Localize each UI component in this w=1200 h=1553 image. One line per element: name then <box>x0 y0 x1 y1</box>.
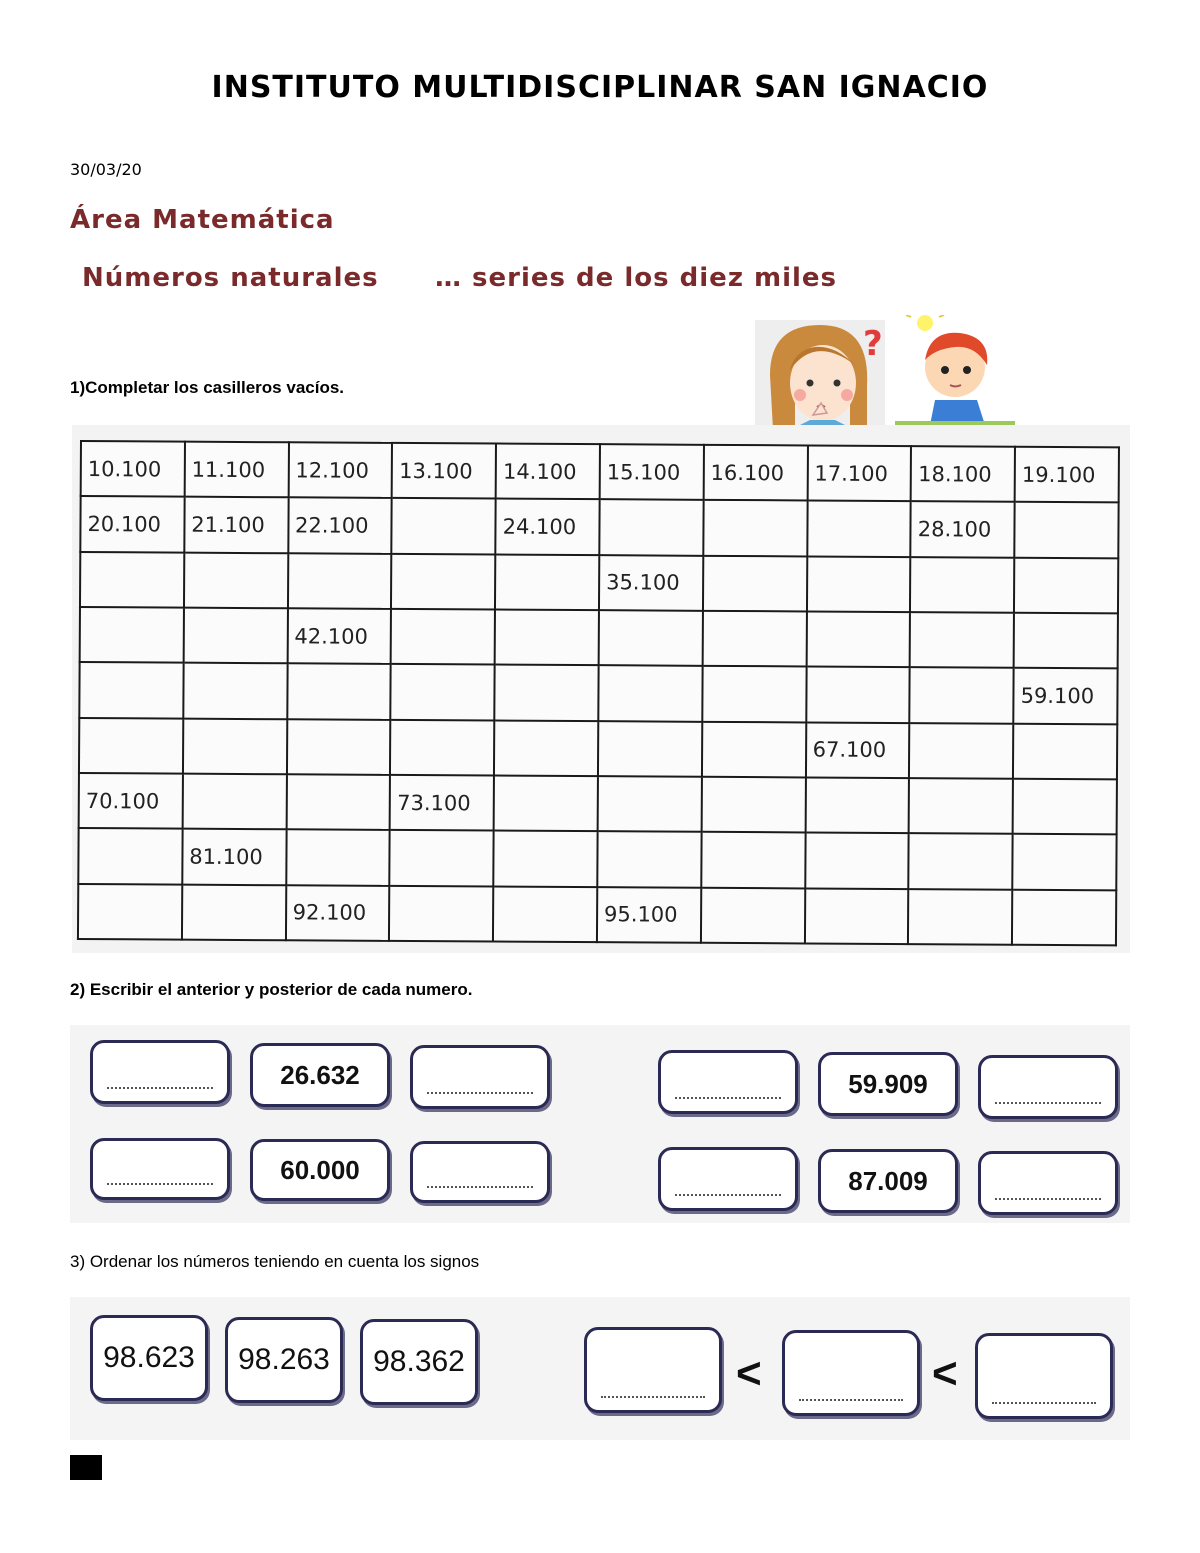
grid-cell-empty[interactable] <box>182 884 286 940</box>
grid-row <box>81 441 1119 503</box>
grid-cell-empty[interactable] <box>1014 613 1118 669</box>
grid-cell: 24.100 <box>495 499 599 555</box>
grid-cell: 95.100 <box>597 887 701 943</box>
grid-cell-empty[interactable] <box>597 831 701 887</box>
grid-cell-empty[interactable] <box>389 886 493 942</box>
grid-cell-empty[interactable] <box>909 723 1013 779</box>
thinking-kids-illustration <box>755 315 1015 435</box>
grid-cell-empty[interactable] <box>598 721 702 777</box>
grid-cell-empty[interactable] <box>909 833 1013 889</box>
grid-cell: 13.100 <box>392 443 496 499</box>
grid-cell: 15.100 <box>600 444 704 500</box>
grid-cell-empty[interactable] <box>806 611 910 667</box>
grid-cell-empty[interactable] <box>494 776 598 832</box>
grid-cell: 10.100 <box>81 441 185 497</box>
grid-cell-empty[interactable] <box>494 665 598 721</box>
number-box <box>225 1317 343 1403</box>
exercise-1-instruction: 1)Completar los casilleros vacíos. <box>70 378 345 397</box>
grid-cell-empty[interactable] <box>287 664 391 720</box>
previous-answer-box[interactable] <box>658 1050 798 1114</box>
number-box: 59.909 <box>818 1052 958 1116</box>
grid-cell-empty[interactable] <box>807 501 911 557</box>
grid-cell: 28.100 <box>911 501 1015 557</box>
grid-cell-empty[interactable] <box>599 610 703 666</box>
area-title: Área Matemática <box>70 205 335 235</box>
grid-cell-empty[interactable] <box>701 887 805 943</box>
grid-cell-empty[interactable] <box>78 884 182 940</box>
number-value: 98.362 <box>373 1345 465 1378</box>
number-value: 98.623 <box>103 1341 195 1374</box>
grid-cell-empty[interactable] <box>702 666 806 722</box>
grid-cell-empty[interactable] <box>1013 779 1117 835</box>
grid-cell: 35.100 <box>599 555 703 611</box>
number-box: 26.632 <box>250 1043 390 1107</box>
grid-cell-empty[interactable] <box>183 608 287 664</box>
grid-cell-empty[interactable] <box>908 889 1012 945</box>
next-answer-box[interactable] <box>410 1045 550 1109</box>
grid-cell-empty[interactable] <box>79 718 183 774</box>
grid-cell-empty[interactable] <box>1014 557 1118 613</box>
grid-cell-empty[interactable] <box>910 612 1014 668</box>
grid-cell: 18.100 <box>911 446 1015 502</box>
grid-cell-empty[interactable] <box>390 720 494 776</box>
next-answer-box[interactable] <box>978 1151 1118 1215</box>
order-answer-box[interactable] <box>782 1330 920 1416</box>
next-answer-box[interactable] <box>410 1141 550 1203</box>
less-than-sign: < <box>932 1349 958 1398</box>
exercise-3-instruction: 3) Ordenar los números teniendo en cuenta los signos <box>70 1252 480 1271</box>
previous-answer-box[interactable] <box>90 1040 230 1104</box>
number-box <box>90 1315 208 1401</box>
grid-cell-empty[interactable] <box>805 833 909 889</box>
grid-cell-empty[interactable] <box>80 552 184 608</box>
grid-row <box>79 718 1117 780</box>
grid-cell-empty[interactable] <box>805 777 909 833</box>
grid-cell: 81.100 <box>182 829 286 885</box>
grid-cell-empty[interactable] <box>598 776 702 832</box>
grid-cell-empty[interactable] <box>392 498 496 554</box>
grid-cell: 42.100 <box>287 608 391 664</box>
grid-cell-empty[interactable] <box>701 832 805 888</box>
grid-cell-empty[interactable] <box>183 718 287 774</box>
grid-cell-empty[interactable] <box>286 774 390 830</box>
grid-cell-empty[interactable] <box>703 500 807 556</box>
number-value: 98.263 <box>238 1343 330 1376</box>
number-box: 87.009 <box>818 1149 958 1213</box>
grid-cell-empty[interactable] <box>702 611 806 667</box>
grid-cell: 67.100 <box>806 722 910 778</box>
less-than-sign: < <box>736 1349 762 1398</box>
topic-title: Números naturales <box>82 263 379 293</box>
grid-cell-empty[interactable] <box>495 610 599 666</box>
next-answer-box[interactable] <box>978 1055 1118 1119</box>
black-square-mark <box>70 1455 102 1480</box>
grid-cell: 59.100 <box>1013 668 1117 724</box>
grid-row <box>80 607 1118 669</box>
grid-row <box>79 662 1117 724</box>
order-answer-box[interactable] <box>975 1333 1113 1419</box>
topic-subtitle: … series de los diez miles <box>435 263 838 293</box>
school-title: INSTITUTO MULTIDISCIPLINAR SAN IGNACIO <box>211 70 989 105</box>
grid-cell-empty[interactable] <box>391 609 495 665</box>
exercise-2-instruction: 2) Escribir el anterior y posterior de cada numero. <box>70 980 473 999</box>
number-box <box>360 1319 478 1405</box>
grid-cell-empty[interactable] <box>495 554 599 610</box>
grid-row <box>79 773 1117 835</box>
grid-cell-empty[interactable] <box>701 777 805 833</box>
grid-cell: 92.100 <box>286 885 390 941</box>
grid-cell: 73.100 <box>390 775 494 831</box>
grid-cell: 70.100 <box>79 773 183 829</box>
grid-cell-empty[interactable] <box>183 663 287 719</box>
grid-cell-empty[interactable] <box>1012 834 1116 890</box>
grid-cell-empty[interactable] <box>599 500 703 556</box>
grid-row <box>78 828 1116 890</box>
grid-cell-empty[interactable] <box>182 774 286 830</box>
question-mark-icon: ? <box>863 324 883 364</box>
grid-cell-empty[interactable] <box>287 719 391 775</box>
grid-cell-empty[interactable] <box>184 552 288 608</box>
grid-cell: 21.100 <box>184 497 288 553</box>
previous-answer-box[interactable] <box>90 1138 230 1200</box>
grid-cell: 14.100 <box>496 444 600 500</box>
number-box: 60.000 <box>250 1139 390 1201</box>
grid-cell-empty[interactable] <box>702 721 806 777</box>
lightbulb-icon <box>906 315 944 331</box>
grid-cell: 17.100 <box>807 445 911 501</box>
grid-cell-empty[interactable] <box>494 720 598 776</box>
grid-cell-empty[interactable] <box>286 830 390 886</box>
grid-cell-empty[interactable] <box>806 667 910 723</box>
grid-cell-empty[interactable] <box>807 556 911 612</box>
grid-cell-empty[interactable] <box>493 831 597 887</box>
grid-cell-empty[interactable] <box>910 557 1014 613</box>
grid-cell-empty[interactable] <box>390 830 494 886</box>
grid-cell-empty[interactable] <box>493 886 597 942</box>
grid-cell-empty[interactable] <box>391 554 495 610</box>
grid-row <box>80 552 1118 614</box>
thinking-girl-icon <box>770 325 867 435</box>
grid-cell-empty[interactable] <box>1014 502 1118 558</box>
grid-cell: 22.100 <box>288 498 392 554</box>
order-answer-box[interactable] <box>584 1327 722 1413</box>
grid-cell-empty[interactable] <box>598 665 702 721</box>
grid-cell: 20.100 <box>80 496 184 552</box>
grid-cell-empty[interactable] <box>288 553 392 609</box>
previous-answer-box[interactable] <box>658 1147 798 1211</box>
grid-cell-empty[interactable] <box>78 828 182 884</box>
grid-row <box>80 496 1118 558</box>
grid-cell: 12.100 <box>288 442 392 498</box>
grid-cell: 19.100 <box>1015 447 1119 503</box>
date: 30/03/20 <box>70 160 142 179</box>
grid-cell-empty[interactable] <box>1012 889 1116 945</box>
grid-row <box>78 884 1116 946</box>
grid-cell: 11.100 <box>184 442 288 498</box>
grid-cell-empty[interactable] <box>909 778 1013 834</box>
thinking-boy-icon <box>895 333 1015 429</box>
exercise-2-panel <box>70 1025 1130 1223</box>
number-grid <box>77 440 1120 946</box>
grid-cell-empty[interactable] <box>703 555 807 611</box>
grid-cell-empty[interactable] <box>1013 723 1117 779</box>
grid-cell-empty[interactable] <box>391 664 495 720</box>
grid-cell-empty[interactable] <box>79 662 183 718</box>
grid-cell-empty[interactable] <box>910 667 1014 723</box>
grid-cell: 16.100 <box>703 445 807 501</box>
grid-cell-empty[interactable] <box>80 607 184 663</box>
exercise-3-panel <box>70 1297 1130 1440</box>
grid-cell-empty[interactable] <box>805 888 909 944</box>
